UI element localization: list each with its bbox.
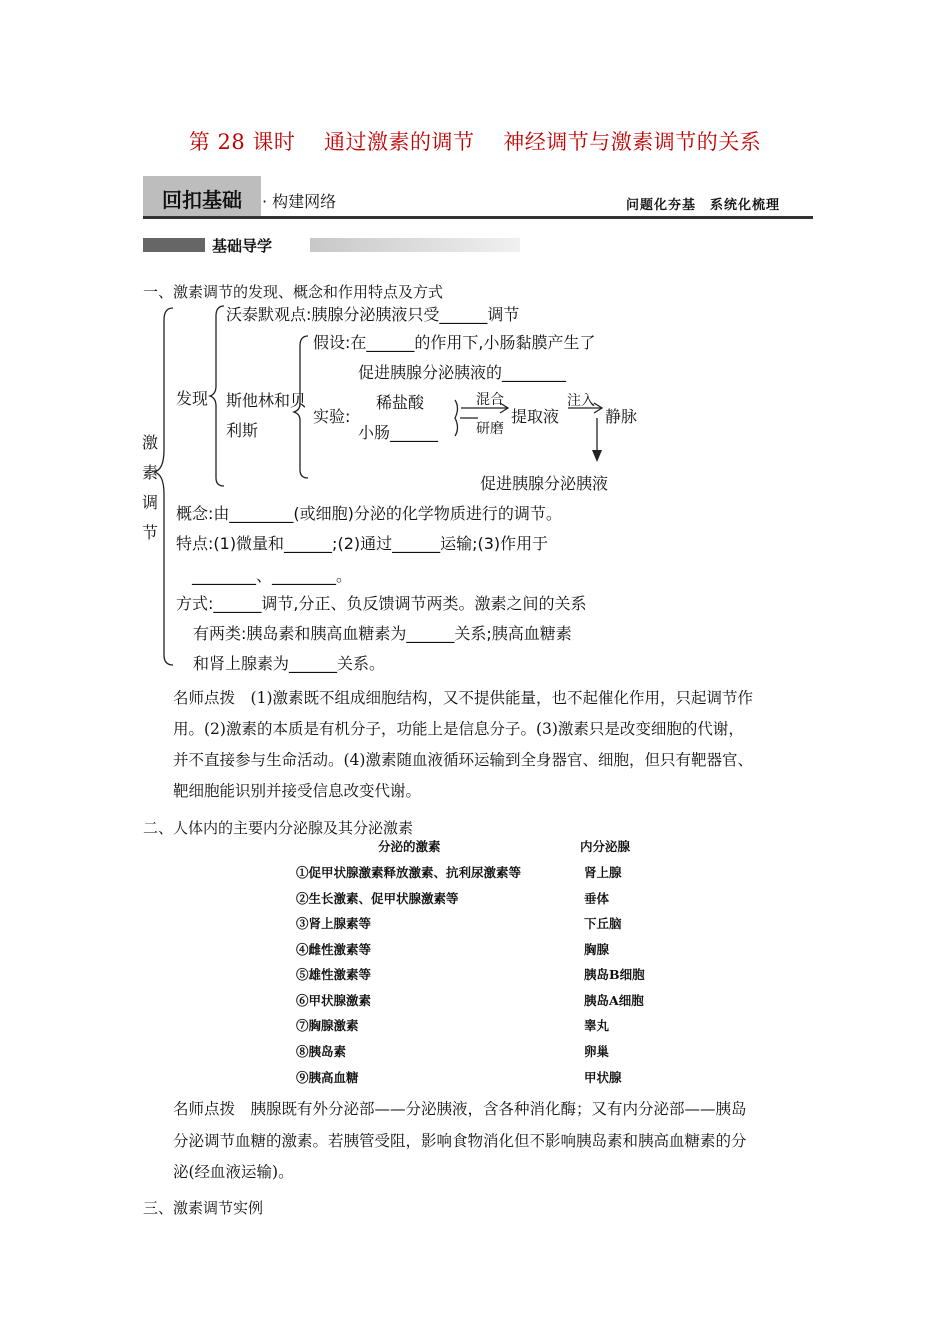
- guide-label: 基础导学: [212, 237, 273, 255]
- tip2-line-2: 分泌调节血糖的激素。若胰管受阻，影响食物消化但不影响胰岛素和胰高血糖素的分: [173, 1132, 747, 1150]
- hormone-item: ①促甲状腺激素释放激素、抗利尿激素等: [296, 865, 522, 880]
- discovery-inject: 注入: [567, 393, 595, 409]
- discovery-mix: 混合: [476, 392, 504, 408]
- tip2-label: 名师点拨: [173, 1100, 236, 1118]
- gland-item: 胸腺: [584, 942, 610, 957]
- discovery-result: 促进胰腺分泌胰液: [480, 474, 609, 493]
- banner-sub-label: · 构建网络: [262, 192, 337, 211]
- mode-line-1: 方式:______调节,分正、负反馈调节两类。激素之间的关系: [176, 594, 587, 613]
- tip1-text-1: (1)激素既不组成细胞结构，又不提供能量，也不起催化作用，只起调节作: [250, 689, 753, 707]
- hormone-item: ③肾上腺素等: [296, 916, 372, 931]
- tip2-line-1: [173, 1094, 747, 1125]
- discovery-hypothesis-2: 促进胰腺分泌胰液的________: [358, 363, 567, 382]
- table-header-hormone: 分泌的激素: [378, 839, 441, 854]
- tip1-line-2: 用。(2)激素的本质是有机分子，功能上是信息分子。(3)激素只是改变细胞的代谢，: [173, 720, 744, 738]
- discovery-wotaimo: 沃泰默观点:胰腺分泌胰液只受______调节: [226, 305, 520, 324]
- discovery-starling: 斯他林和贝利斯: [226, 391, 307, 440]
- tip1-label: 名师点拨: [173, 689, 236, 707]
- discovery-vein: 静脉: [605, 407, 638, 426]
- hormone-item: ⑨胰高血糖: [296, 1070, 359, 1085]
- gland-item: 下丘脑: [584, 916, 622, 931]
- tip1-line-4: 靶细胞能识别并接受信息改变代谢。: [173, 782, 422, 800]
- gland-item: 胰岛A细胞: [584, 993, 644, 1008]
- table-header-gland: 内分泌腺: [580, 839, 631, 854]
- discovery-intestine: 小肠______: [358, 423, 439, 442]
- features-line-1: 特点:(1)微量和______;(2)通过______运输;(3)作用于: [176, 534, 549, 553]
- hormone-item: ⑥甲状腺激素: [296, 993, 372, 1008]
- section2-heading: 二、人体内的主要内分泌腺及其分泌激素: [143, 819, 414, 837]
- banner-main-label: 回扣基础: [162, 188, 242, 212]
- mode-line-3: 和肾上腺素为______关系。: [193, 654, 386, 673]
- tip1-line-3: 并不直接参与生命活动。(4)激素随血液循环运输到全身器官、细胞，但只有靶器官、: [173, 751, 753, 769]
- gland-item: 甲状腺: [584, 1070, 622, 1085]
- gland-item: 肾上腺: [584, 865, 622, 880]
- discovery-acid: 稀盐酸: [376, 393, 425, 412]
- tip2-line-3: 泌(经血液运输)。: [173, 1163, 294, 1181]
- guide-bar-icon: [143, 238, 205, 252]
- gland-item: 睾丸: [584, 1018, 610, 1033]
- discovery-experiment: 实验:: [313, 407, 351, 426]
- features-line-2: ________、________。: [192, 566, 353, 585]
- concept-line: 概念:由________(或细胞)分泌的化学物质进行的调节。: [176, 504, 562, 523]
- discovery-label: 发现: [176, 389, 209, 408]
- hormone-item: ⑤雄性激素等: [296, 967, 372, 982]
- discovery-grind: 研磨: [476, 421, 504, 437]
- guide-fade-bar: [310, 238, 520, 252]
- section1-heading: 一、激素调节的发现、概念和作用特点及方式: [143, 283, 444, 301]
- page-title: 第 28 课时 通过激素的调节 神经调节与激素调节的关系: [188, 130, 762, 154]
- hormone-item: ④雌性激素等: [296, 942, 372, 957]
- tip1-line-1: [173, 683, 753, 714]
- gland-item: 卵巢: [584, 1044, 610, 1059]
- hormone-item: ⑦胸腺激素: [296, 1018, 359, 1033]
- tip2-text-1: 胰腺既有外分泌部——分泌胰液，含各种消化酶；又有内分泌部——胰岛: [250, 1100, 747, 1118]
- hormone-item: ⑧胰岛素: [296, 1044, 347, 1059]
- banner-right-label: 问题化夯基 系统化梳理: [626, 198, 781, 213]
- concept-map-root: 激素调节: [141, 433, 158, 542]
- banner-divider: [143, 216, 813, 219]
- gland-item: 胰岛B细胞: [584, 967, 645, 982]
- gland-item: 垂体: [584, 891, 610, 906]
- section3-heading: 三、激素调节实例: [143, 1199, 264, 1217]
- hormone-item: ②生长激素、促甲状腺激素等: [296, 891, 459, 906]
- mode-line-2: 有两类:胰岛素和胰高血糖素为______关系;胰高血糖素: [193, 624, 572, 643]
- discovery-extract: 提取液: [511, 407, 560, 426]
- discovery-hypothesis-1: 假设:在______的作用下,小肠黏膜产生了: [313, 333, 596, 352]
